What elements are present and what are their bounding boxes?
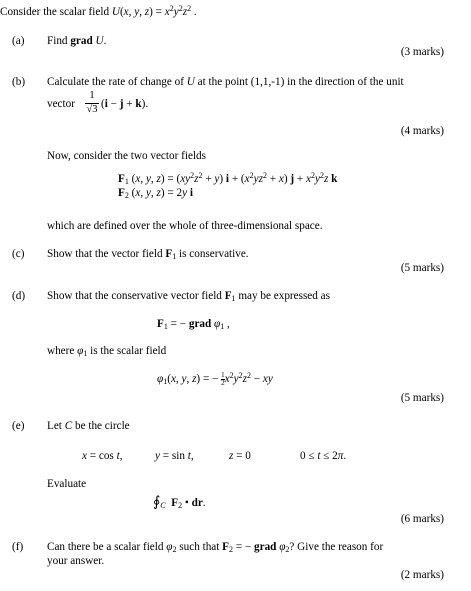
part-f-line2: your answer. — [47, 555, 105, 567]
part-d-where: where $\varphi_1$ is the scalar field — [47, 345, 167, 358]
param-y: y = sin t, — [155, 450, 194, 462]
line-integral: $∮_C$ $F_2$ • dr. — [153, 495, 206, 510]
which-text: which are defined over the whole of three-dimensional space. — [47, 220, 323, 232]
param-t: 0 ≤ t ≤ 2π. — [300, 450, 347, 462]
part-e-marks: (6 marks) — [400, 513, 444, 525]
f2-definition: $F_2$ (x, y, z) = 2y i — [118, 187, 193, 200]
part-b-line1: Calculate the rate of change of U at the point (1,1,-1) in the direction of the unit — [47, 76, 404, 88]
phi1-definition: $\varphi_1(x$, y, z) = − $\frac{1}{2}$ $x^2y^2z^2$ − xy — [157, 371, 273, 387]
part-a-label: (a) — [12, 35, 25, 47]
part-d-text: Show that the conservative vector field $F_1$ may be expressed as — [47, 290, 330, 303]
part-d-label: (d) — [12, 290, 26, 302]
part-e-evaluate: Evaluate — [47, 478, 87, 490]
part-f-marks: (2 marks) — [400, 569, 444, 581]
param-x: x = cos t, — [82, 450, 123, 462]
intro-line: Consider the scalar field U(x, y, $z) = x^2y^2z^2$ . — [0, 4, 197, 18]
part-b-marks: (4 marks) — [400, 125, 444, 137]
part-e-text: Let C be the circle — [47, 420, 130, 432]
part-f-label: (f) — [12, 541, 24, 553]
f1-definition: $F_1$ (x, y, $z) = (xy^2z^2 + y) i + (x^2yz^2 + x) j + x^2y^2z$ k — [118, 171, 338, 186]
part-a-text: Find grad U. — [47, 35, 107, 47]
part-b-vector-expr: (i − j + k). — [101, 98, 149, 110]
part-a-marks: (3 marks) — [400, 46, 444, 58]
part-f-line1: Can there be a scalar field $\varphi_2$ such that $F_2$ = − grad $\varphi_2$? Give the reason for — [47, 541, 384, 554]
part-e-label: (e) — [12, 420, 25, 432]
part-c-label: (c) — [12, 248, 25, 260]
part-c-text: Show that the vector field $F_1$ is conservative. — [47, 248, 249, 261]
now-text: Now, consider the two vector fields — [47, 150, 206, 162]
part-b-label: (b) — [12, 76, 26, 88]
part-b-fraction: $\frac{1}{√3}$ — [86, 90, 98, 115]
part-d-marks: (5 marks) — [400, 392, 444, 404]
d-equation: $F_1$ = − grad $\varphi_1$ , — [157, 318, 230, 331]
param-z: z = 0 — [229, 450, 251, 462]
part-c-marks: (5 marks) — [400, 262, 444, 274]
part-b-vector-word: vector — [47, 98, 75, 110]
